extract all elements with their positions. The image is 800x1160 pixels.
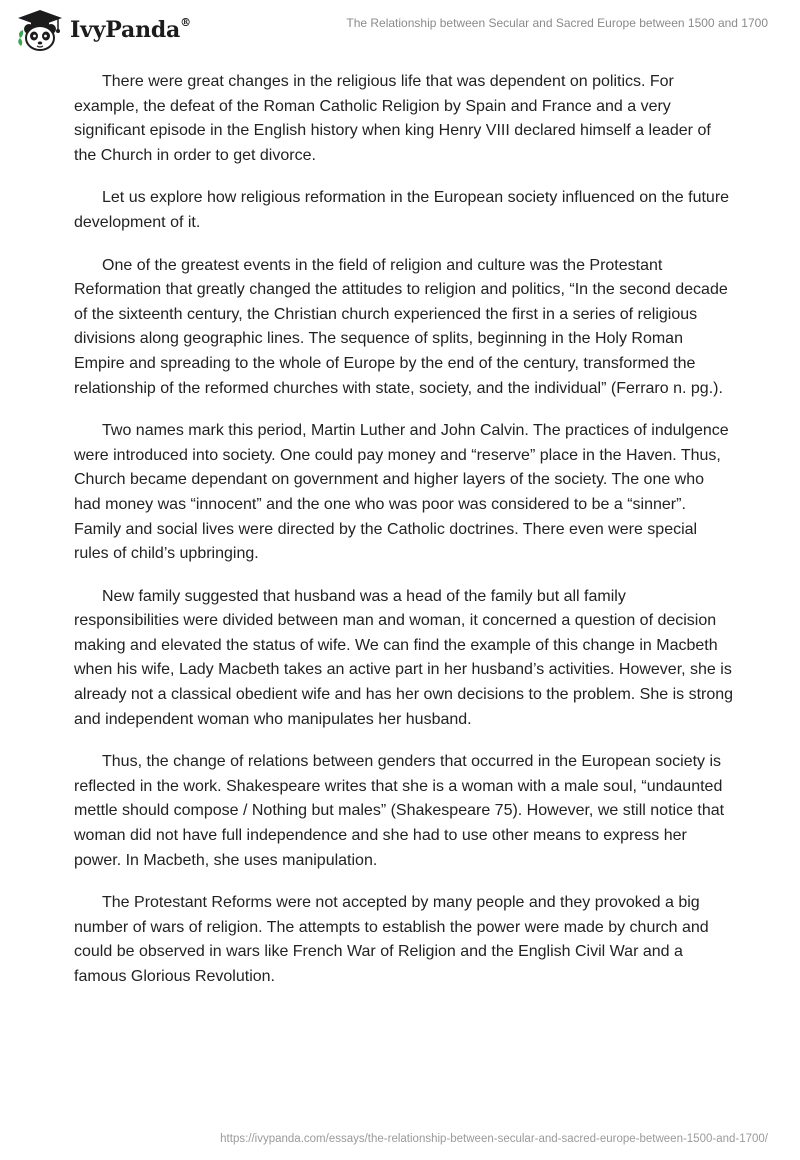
paragraph: There were great changes in the religious life that was dependent on politics. For example, the defeat of the Roman Catholic Religion by Spain and France and a very significant episode in the English history when king Henry VIII declared himself a leader of the Church in order to get divorce. — [74, 73, 711, 164]
paragraph: The Protestant Reforms were not accepted by many people and they provoked a big number of wars of religion. The attempts to establish the power were made by church and could be observed in wars like French War of Religion and the English Civil War and a famous Glorious Revolution. — [74, 894, 709, 985]
paragraph: One of the greatest events in the field of religion and culture was the Protestant Reformation that greatly changed the attitudes to religion and politics, “In the second decade of the sixteenth century, the Christian church experienced the first in a series of religious divisions along geographic lines. The sequence of splits, beginning in the Holy Roman Empire and spreading to the whole of Europe by the end of the century, transformed the relationship of the reformed churches with state, society, and the individual” (Ferraro n. pg.). — [74, 256, 728, 397]
paragraph: Let us explore how religious reformation in the European society influenced on the future development of it. — [74, 189, 730, 231]
brand-logo[interactable] — [14, 8, 191, 52]
source-url[interactable]: https://ivypanda.com/essays/the-relationship-between-secular-and-sacred-europe-between-1500-and-1700/ — [220, 1133, 768, 1145]
paragraph: New family suggested that husband was a head of the family but all family responsibilities were divided between man and woman, it concerned a question of decision making and elevated the status of wife. We can find the example of this change in Macbeth when his wife, Lady Macbeth takes an active part in her husband’s activities. However, she is already not a classical obedient wife and has her own decisions to the problem. She is strong and independent woman who manipulates her husband. — [74, 587, 734, 728]
essay-body — [74, 70, 734, 1008]
document-title: The Relationship between Secular and Sacred Europe between 1500 and 1700 — [346, 16, 768, 30]
page-header — [0, 0, 800, 60]
paragraph: Thus, the change of relations between genders that occurred in the European society is reflected in the work. Shakespeare writes that she is a woman with a male soul, “undaunted mettle should compose / Nothing but males” (Shakespeare 75). However, we still notice that woman did not have full independence and she had to use other means to express her power. In Macbeth, she uses manipulation. — [74, 753, 725, 869]
panda-graduate-icon — [14, 8, 66, 52]
brand-name: IvyPanda® — [70, 15, 191, 43]
paragraph: Two names mark this period, Martin Luther and John Calvin. The practices of indulgence were introduced into society. One could pay money and “reserve” place in the Haven. Thus, Church became dependant on government and higher layers of the society. The one who had money was “innocent” and the one who was poor was considered to be a “sinner”. Family and social lives were directed by the Catholic doctrines. There even were special rules of child’s upbringing. — [74, 422, 729, 563]
